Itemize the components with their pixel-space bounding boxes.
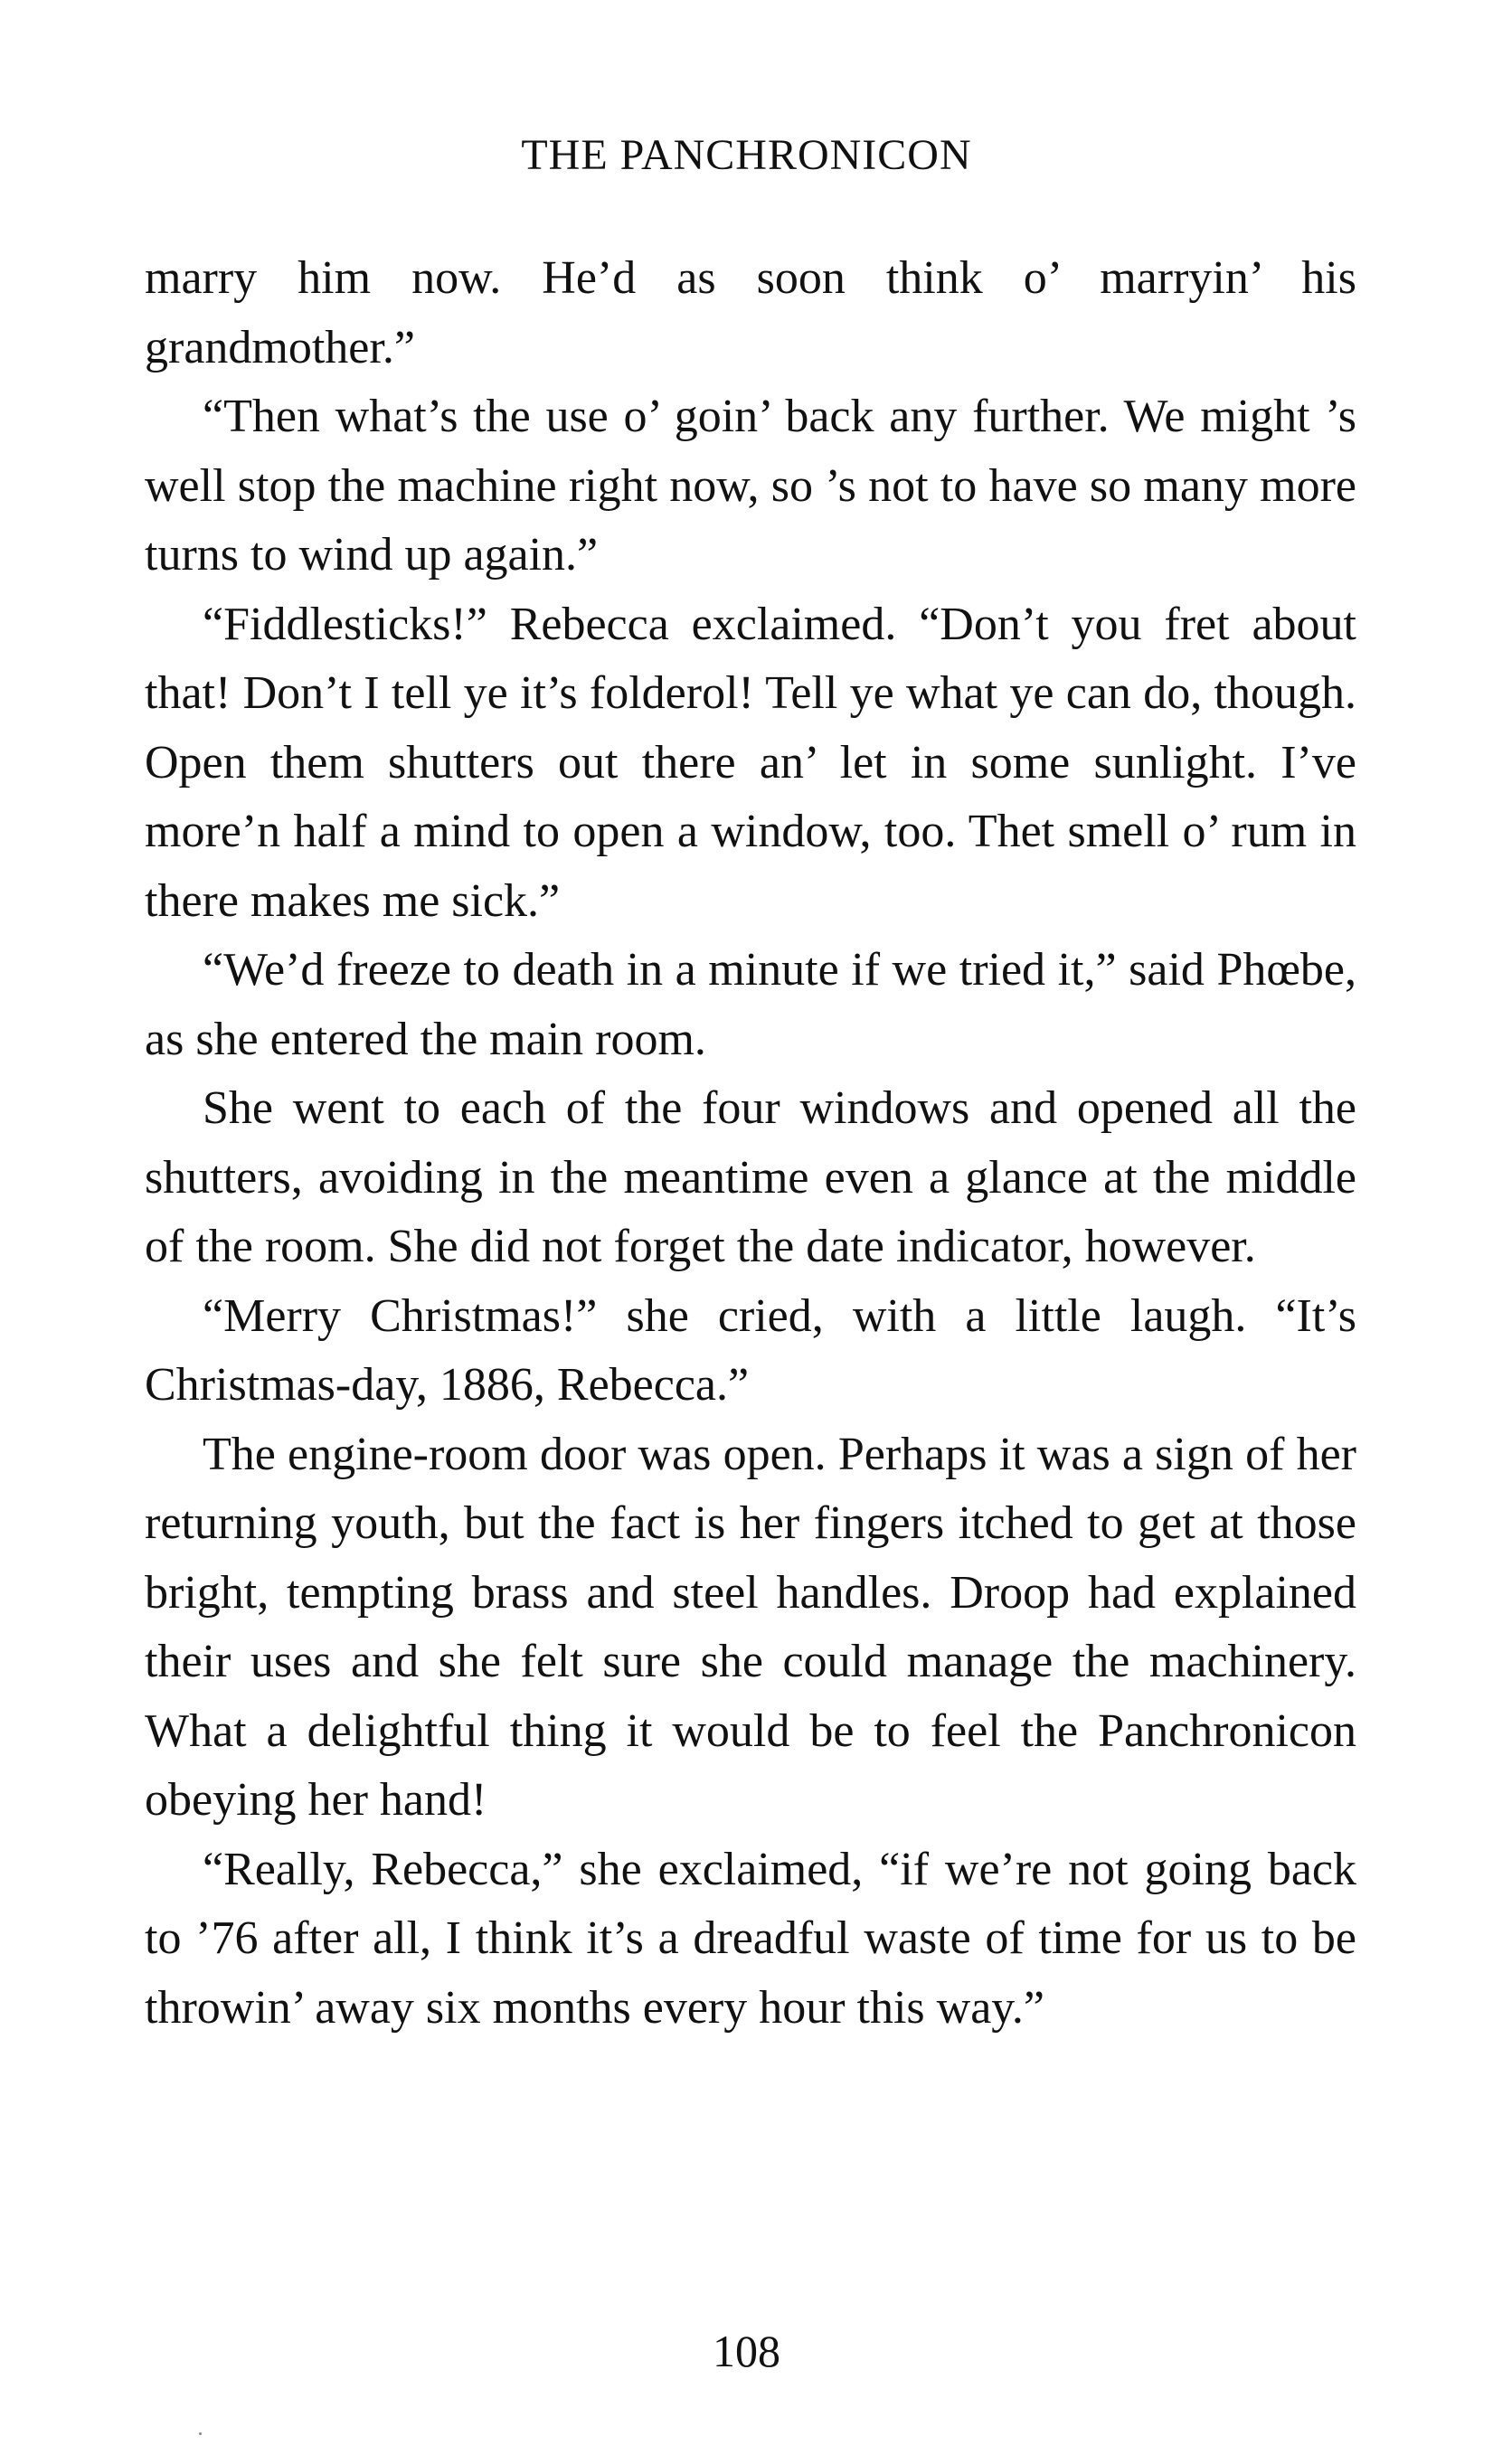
paragraph: “Merry Christmas!” she cried, with a little laugh. “It’s Christmas-day, 1886, Rebecca.” <box>145 1289 1356 1411</box>
paragraph: “Really, Rebecca,” she exclaimed, “if we’re not going back to ’76 after all, I think it’s a dreadful waste of time for us to be throwin’ away six months every hour this way.” <box>145 1843 1356 2034</box>
running-title: THE PANCHRONICON <box>521 131 972 179</box>
paragraph: She went to each of the four windows and opened all the shutters, avoiding in the meantime even a glance at the middle of the room. She did not forget the date indicator, however. <box>145 1082 1356 1272</box>
paragraph: “We’d freeze to death in a minute if we tried it,” said Phœbe, as she entered the main room. <box>145 944 1356 1065</box>
paragraph-continuation: marry him now. He’d as soon think o’ marryin’ his grandmother.” <box>145 252 1356 373</box>
print-speck <box>199 2432 202 2435</box>
paragraph: The engine-room door was open. Perhaps it was a sign of her returning youth, but the fact is her fingers itched to get at those bright, tempting brass and steel handles. Droop had explained their uses and she felt sure she could manage the machinery. What a delightful thing it would be to feel the Panchronicon obeying her hand! <box>145 1428 1356 1826</box>
paragraph: “Fiddlesticks!” Rebecca exclaimed. “Don’t you fret about that! Don’t I tell ye it’s folderol! Tell ye what ye can do, though. Open them shutters out there an’ let in some sunlight. I’ve more’n half a mind to open a window, too. Thet smell o’ rum in there makes me sick.” <box>145 598 1356 927</box>
page-number: 108 <box>713 2326 780 2376</box>
body-text <box>145 244 1356 2043</box>
paragraph: “Then what’s the use o’ goin’ back any further. We might ’s well stop the machine right now, so ’s not to have so many more turns to wind up again.” <box>145 391 1356 581</box>
